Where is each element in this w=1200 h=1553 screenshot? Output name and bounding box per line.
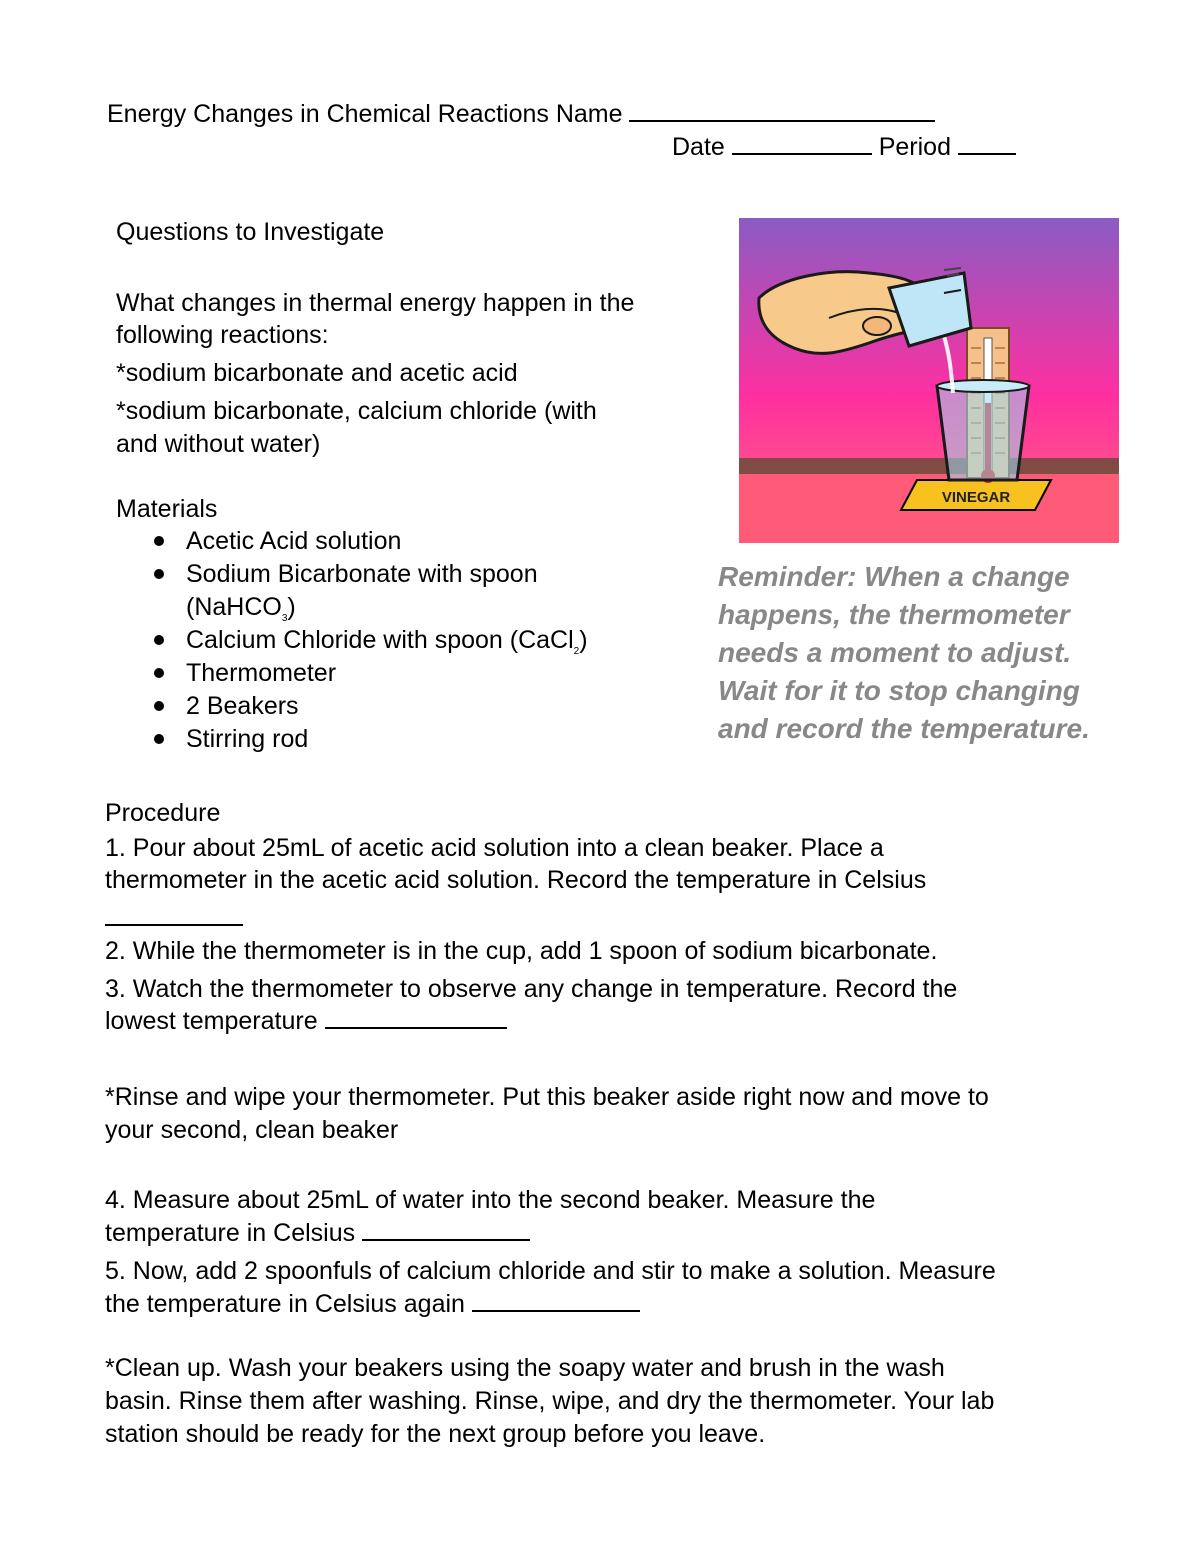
date-label: Date — [672, 133, 725, 161]
materials-list — [116, 525, 676, 756]
material-item: Sodium Bicarbonate with spoon (NaHCO$_3$) — [116, 558, 676, 624]
vinegar-label: VINEGAR — [941, 489, 1011, 506]
material-item: Thermometer — [116, 657, 676, 690]
bullet-icon — [154, 668, 164, 678]
step-1-line-2: thermometer in the acetic acid solution. Record the temperature in Celsius — [105, 866, 927, 894]
step-3-answer-blank[interactable] — [325, 1009, 507, 1029]
step-5-line-2: the temperature in Celsius again — [105, 1288, 640, 1321]
questions-heading: Questions to Investigate — [116, 218, 385, 246]
step-2: 2. While the thermometer is in the cup, add 1 spoon of sodium bicarbonate. — [105, 937, 938, 965]
bullet-icon — [154, 635, 164, 645]
name-blank[interactable] — [629, 102, 935, 122]
worksheet-title-line — [107, 98, 935, 131]
vinegar-beaker-illustration — [739, 218, 1119, 543]
step-3-line-1: 3. Watch the thermometer to observe any change in temperature. Record the — [105, 975, 958, 1003]
question-line-2: following reactions: — [116, 321, 329, 349]
step-1-answer-blank[interactable] — [105, 924, 243, 926]
step-4-answer-blank[interactable] — [362, 1221, 530, 1241]
worksheet-title: Energy Changes in Chemical Reactions Name — [107, 100, 623, 128]
step-4-line-1: 4. Measure about 25mL of water into the second beaker. Measure the — [105, 1186, 876, 1214]
step-5-line-1: 5. Now, add 2 spoonfuls of calcium chloride and stir to make a solution. Measure — [105, 1257, 996, 1285]
material-item: 2 Beakers — [116, 690, 676, 723]
material-item: Acetic Acid solution — [116, 525, 676, 558]
cleanup-line-1: *Clean up. Wash your beakers using the soapy water and brush in the wash — [105, 1354, 945, 1382]
reminder-note: Reminder: When a change happens, the thermometer needs a moment to adjust. Wait for it to stop changing and record the temperature. — [718, 561, 1090, 744]
materials-heading: Materials — [116, 495, 218, 523]
step-3-line-2: lowest temperature — [105, 1005, 507, 1038]
step-1-line-1: 1. Pour about 25mL of acetic acid solution into a clean beaker. Place a — [105, 834, 884, 862]
cleanup-line-3: station should be ready for the next group before you leave. — [105, 1420, 766, 1448]
procedure-heading: Procedure — [105, 799, 221, 827]
period-blank[interactable] — [958, 135, 1016, 155]
bullet-icon — [154, 536, 164, 546]
beaker-thermometer-image — [739, 218, 1119, 543]
period-label: Period — [878, 133, 951, 161]
bullet-icon — [154, 701, 164, 711]
question-line-1: What changes in thermal energy happen in the — [116, 289, 635, 317]
rinse-line-1: *Rinse and wipe your thermometer. Put this beaker aside right now and move to — [105, 1083, 989, 1111]
date-blank[interactable] — [732, 135, 872, 155]
date-period-line — [672, 131, 1016, 164]
material-item: Stirring rod — [116, 723, 676, 756]
bullet-icon — [154, 569, 164, 579]
question-item-2b: and without water) — [116, 430, 321, 458]
question-item-2a: *sodium bicarbonate, calcium chloride (with — [116, 397, 597, 425]
step-4-line-2: temperature in Celsius — [105, 1217, 530, 1250]
cleanup-line-2: basin. Rinse them after washing. Rinse, wipe, and dry the thermometer. Your lab — [105, 1387, 995, 1415]
rinse-line-2: your second, clean beaker — [105, 1116, 399, 1144]
question-item-1: *sodium bicarbonate and acetic acid — [116, 359, 518, 387]
step-5-answer-blank[interactable] — [472, 1292, 640, 1312]
material-item: Calcium Chloride with spoon (CaCl$_2$) — [116, 624, 676, 657]
bullet-icon — [154, 734, 164, 744]
